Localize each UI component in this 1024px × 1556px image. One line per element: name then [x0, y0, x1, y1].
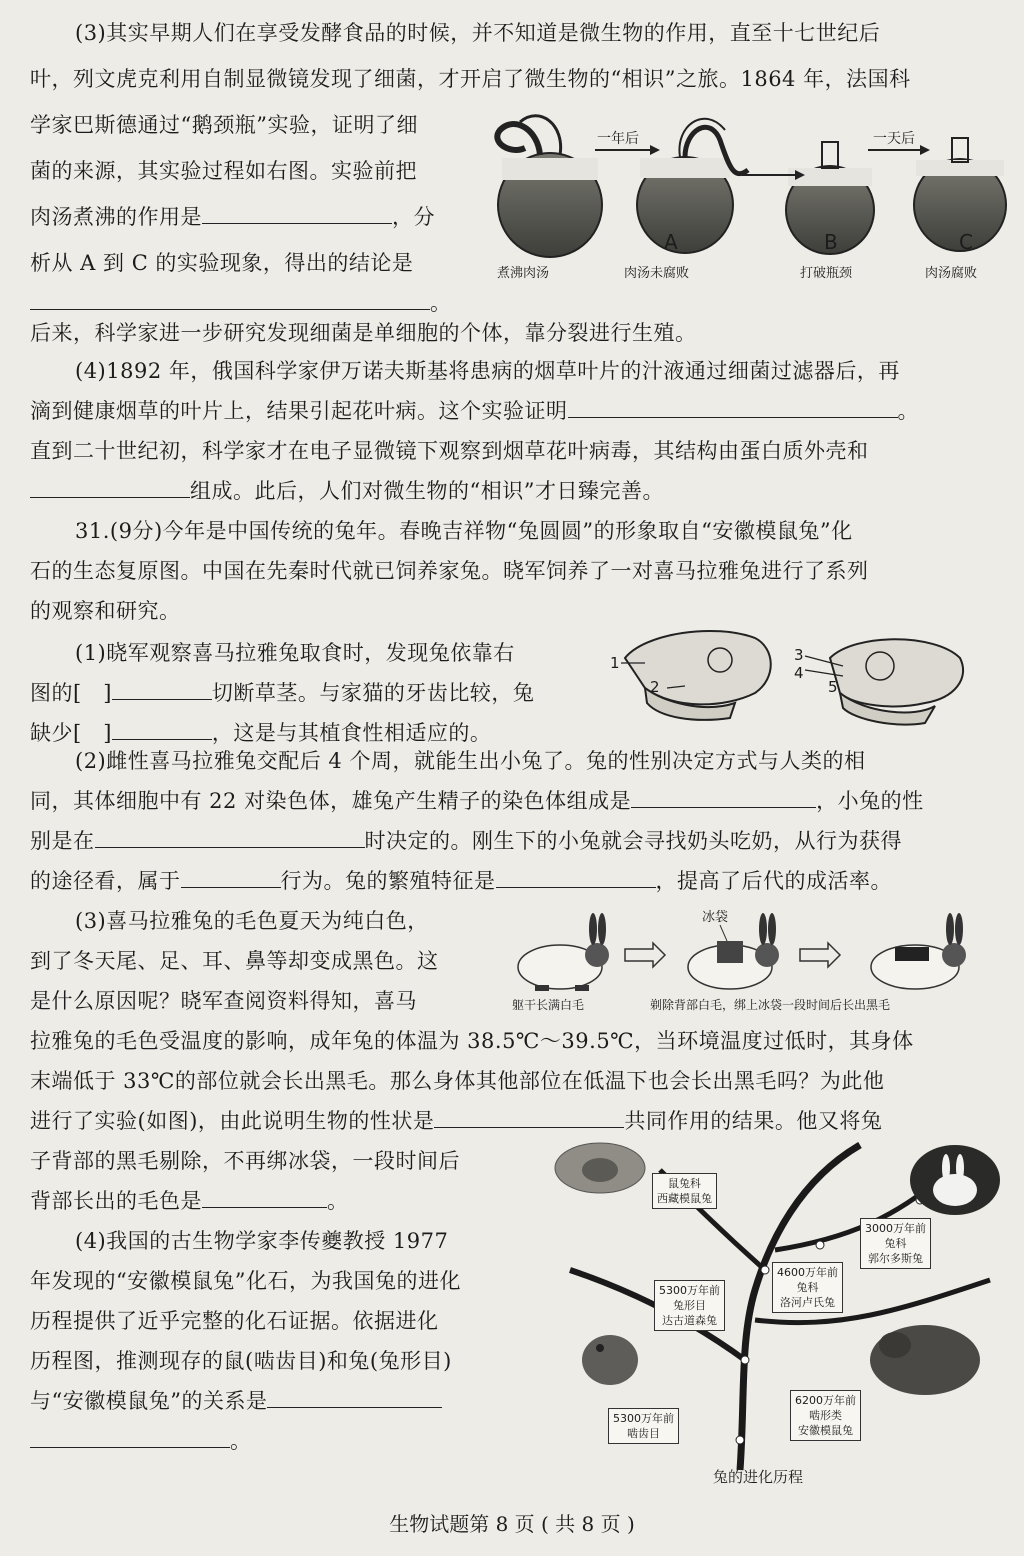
q31-p1-line3-end: ，这是与其植食性相适应的。	[211, 721, 492, 745]
q31-intro-line3: 的观察和研究。	[30, 599, 181, 623]
q31-p1-line2-end: 切断草茎。与家猫的牙齿比较，兔	[211, 681, 535, 705]
caption-c: 肉汤腐败	[925, 266, 978, 281]
q31-p2-line4-mid: 行为。兔的繁殖特征是	[280, 869, 496, 893]
q30-p3-line7	[30, 288, 452, 318]
q31-p3-line1: (3)喜马拉雅兔的毛色夏天为纯白色，	[75, 909, 429, 933]
pika-photo	[555, 1143, 645, 1193]
q31-p4-line1: (4)我国的古生物学家李传夔教授 1977	[75, 1229, 449, 1253]
answer-blank-incisor[interactable]	[112, 679, 212, 700]
q30-p3-line1: (3)其实早期人们在享受发酵食品的时候，并不知道是微生物的作用，直至十七世纪后	[75, 21, 881, 45]
flask-label-c: C	[959, 230, 973, 254]
q30-p3-line8: 后来，科学家进一步研究发现细菌是单细胞的个体，靠分裂进行生殖。	[30, 321, 697, 345]
rabbit-caption-1: 躯干长满白毛	[512, 998, 585, 1012]
answer-blank-trait[interactable]	[434, 1107, 624, 1128]
evo-box-mimotona	[790, 1390, 861, 1441]
q31-p1-line3-text: 缺少[ ]	[30, 721, 112, 745]
q31-p3-line2: 到了冬天尾、足、耳、鼻等却变成黑色。这	[30, 949, 439, 973]
fossil-rabbit-photo	[870, 1325, 980, 1395]
q31-p3-line6	[30, 1106, 882, 1136]
arrow-step2	[800, 943, 840, 967]
page-footer: 生物试题第 8 页 ( 共 8 页 )	[389, 1512, 635, 1536]
rabbit-experiment-figure	[505, 905, 1005, 1000]
flask-a	[637, 119, 748, 253]
q31-p4-line4: 历程图，推测现存的鼠(啮齿目)和兔(兔形目)	[30, 1349, 452, 1373]
q31-p2-line4-end: ，提高了后代的成活率。	[655, 869, 892, 893]
skull-label-2: 2	[650, 678, 660, 696]
evo-box-rodentia-line2: 啮齿目	[627, 1427, 660, 1440]
q31-intro-line1: 31.(9分)今年是中国传统的兔年。春晚吉祥物“兔圆圆”的形象取自“安徽模鼠兔”化	[75, 519, 853, 543]
evo-figure-caption: 兔的进化历程	[713, 1468, 804, 1486]
q30-p4-line2	[30, 396, 919, 426]
swan-neck-flask-figure	[480, 110, 1010, 285]
evo-box-ordos-line2: 兔科	[884, 1237, 907, 1250]
icebag-label: 冰袋	[702, 910, 729, 925]
q30-p4-line4-text: 组成。此后，人们对微生物的“相识”才日臻完善。	[190, 479, 664, 503]
evo-box-pika-line1: 鼠兔科	[668, 1177, 701, 1190]
q30-p3-line7-end: 。	[430, 291, 452, 315]
q30-p4-line3: 直到二十世纪初，科学家才在电子显微镜下观察到烟草花叶病毒，其结构由蛋白质外壳和	[30, 439, 869, 463]
q31-p1-line2	[30, 678, 534, 708]
answer-blank-conclusion[interactable]	[30, 289, 430, 310]
evo-box-mimotona-line3: 安徽模鼠兔	[798, 1424, 853, 1437]
q30-p3-line6: 析从 A 到 C 的实验现象，得出的结论是	[30, 251, 414, 275]
arrow-step1	[625, 943, 665, 967]
answer-blank-relationship-b[interactable]	[30, 1427, 230, 1448]
evo-box-dawson-line2: 兔形目	[673, 1299, 706, 1312]
rabbit-photo	[910, 1145, 1000, 1215]
answer-blank-canine[interactable]	[112, 719, 212, 740]
evo-box-pika	[652, 1173, 717, 1209]
flask-boiling	[497, 116, 602, 257]
q31-p4-line3: 历程提供了近乎完整的化石证据。依据进化	[30, 1309, 439, 1333]
evo-box-luoshi-line3: 洛河卢氏兔	[780, 1296, 835, 1309]
q30-p3-line5-end: ，分	[392, 205, 435, 229]
q31-p2-line4-text: 的途径看，属于	[30, 869, 181, 893]
q31-p2-line2-end: ，小兔的性	[816, 789, 924, 813]
caption-boiling: 煮沸肉汤	[497, 266, 550, 281]
flask-label-b: B	[824, 230, 838, 254]
evo-box-rodentia-line1: 5300万年前	[613, 1412, 674, 1425]
evo-box-luoshi-line1: 4600万年前	[777, 1266, 838, 1279]
q31-p3-line8-end: 。	[327, 1189, 349, 1213]
q31-p3-line8-text: 背部长出的毛色是	[30, 1189, 202, 1213]
caption-b: 打破瓶颈	[800, 266, 853, 281]
evo-box-dawsonolagus	[654, 1280, 725, 1331]
q31-p2-line3-end: 时决定的。刚生下的小兔就会寻找奶头吃奶，从行为获得	[364, 829, 902, 853]
q30-p3-line4: 菌的来源，其实验过程如右图。实验前把	[30, 159, 417, 183]
arrow2-label: 一天后	[873, 131, 915, 147]
skull-label-4: 4	[794, 664, 804, 682]
evo-box-dawson-line3: 达古道森兔	[662, 1314, 717, 1327]
q30-p4-line2-text: 滴到健康烟草的叶片上，结果引起花叶病。这个实验证明	[30, 399, 568, 423]
q31-p1-line3	[30, 718, 491, 748]
flask-label-a: A	[664, 230, 678, 254]
q30-p4-line2-end: 。	[897, 399, 919, 423]
q31-p1-line2-text: 图的[ ]	[30, 681, 112, 705]
q31-p2-line3-text: 别是在	[30, 829, 95, 853]
q31-p2-line2	[30, 786, 924, 816]
answer-blank-fur-color[interactable]	[202, 1187, 327, 1208]
skull-label-1: 1	[610, 654, 620, 672]
q31-p4-line2: 年发现的“安徽模鼠兔”化石，为我国兔的进化	[30, 1269, 461, 1293]
q31-p2-line1: (2)雌性喜马拉雅兔交配后 4 个周，就能生出小兔了。兔的性别决定方式与人类的相	[75, 749, 866, 773]
q31-p3-line6-text: 进行了实验(如图)，由此说明生物的性状是	[30, 1109, 435, 1133]
evo-box-luoshi-rabbit	[772, 1262, 843, 1313]
evo-box-ordos-rabbit	[860, 1218, 931, 1269]
q31-p2-line2-text: 同，其体细胞中有 22 对染色体，雄兔产生精子的染色体组成是	[30, 789, 632, 813]
rabbit-caption-2: 剃除背部白毛，绑上冰袋一段时间后长出黑毛	[650, 998, 891, 1012]
answer-blank-behavior[interactable]	[181, 867, 281, 888]
q31-p4-line6-end: 。	[230, 1429, 252, 1453]
skull-label-5: 5	[828, 678, 838, 696]
answer-blank-sperm-chromosome[interactable]	[631, 787, 816, 808]
q31-p3-line3: 是什么原因呢？晓军查阅资料得知，喜马	[30, 989, 417, 1013]
q31-p3-line6-end: 共同作用的结果。他又将兔	[624, 1109, 883, 1133]
q31-p2-line3	[30, 826, 902, 856]
q30-p3-line2: 叶，列文虎克利用自制显微镜发现了细菌，才开启了微生物的“相识”之旅。1864 年，法国科	[30, 67, 911, 91]
skull-figure	[605, 618, 975, 728]
rabbit-black-back	[871, 913, 966, 989]
answer-blank-experiment[interactable]	[568, 397, 898, 418]
caption-a: 肉汤未腐败	[624, 266, 690, 281]
q31-p2-line4	[30, 866, 892, 896]
mouse-photo	[582, 1335, 638, 1385]
rabbit-white	[518, 913, 609, 991]
q31-p3-line5: 末端低于 33℃的部位就会长出黑毛。那么身体其他部位在低温下也会长出黑毛吗？为此他	[30, 1069, 885, 1093]
q31-intro-line2: 石的生态复原图。中国在先秦时代就已饲养家兔。晓军饲养了一对喜马拉雅兔进行了系列	[30, 559, 869, 583]
q31-p4-line5	[30, 1386, 442, 1416]
evo-box-pika-line2: 西藏模鼠兔	[657, 1192, 712, 1205]
q30-p4-line1: (4)1892 年，俄国科学家伊万诺夫斯基将患病的烟草叶片的汁液通过细菌过滤器后，再	[75, 359, 900, 383]
answer-blank-relationship-a[interactable]	[267, 1387, 442, 1408]
evo-box-ordos-line1: 3000万年前	[865, 1222, 926, 1235]
q31-p3-line7: 子背部的黑毛剔除，不再绑冰袋，一段时间后	[30, 1149, 460, 1173]
q30-p3-line3: 学家巴斯德通过“鹅颈瓶”实验，证明了细	[30, 113, 418, 137]
q30-p3-line5-text: 肉汤煮沸的作用是	[30, 205, 202, 229]
cat-skull	[830, 639, 963, 724]
q30-p3-line5	[30, 202, 435, 232]
q31-p1-line1: (1)晓军观察喜马拉雅兔取食时，发现兔依靠右	[75, 641, 515, 665]
answer-blank-virus-core[interactable]	[30, 477, 190, 498]
rabbit-skull	[625, 631, 771, 720]
q31-p4-line5-text: 与“安徽模鼠兔”的关系是	[30, 1389, 268, 1413]
evo-box-mimotona-line2: 啮形类	[809, 1409, 842, 1422]
evo-box-rodentia	[608, 1408, 679, 1444]
arrow1-label: 一年后	[597, 131, 639, 147]
evo-box-mimotona-line1: 6200万年前	[795, 1394, 856, 1407]
answer-blank-sex-determination[interactable]	[95, 827, 365, 848]
answer-blank-reproduction[interactable]	[496, 867, 656, 888]
q31-p3-line4: 拉雅兔的毛色受温度的影响，成年兔的体温为 38.5℃～39.5℃，当环境温度过低时，其身体	[30, 1029, 914, 1053]
evo-box-ordos-line3: 郭尔多斯兔	[868, 1252, 923, 1265]
q31-p3-line8	[30, 1186, 349, 1216]
evo-box-dawson-line1: 5300万年前	[659, 1284, 720, 1297]
evo-box-luoshi-line2: 兔科	[796, 1281, 819, 1294]
answer-blank-boiling[interactable]	[202, 203, 392, 224]
skull-label-3: 3	[794, 646, 804, 664]
q31-p4-line6	[30, 1426, 252, 1456]
q30-p4-line4	[30, 476, 664, 506]
